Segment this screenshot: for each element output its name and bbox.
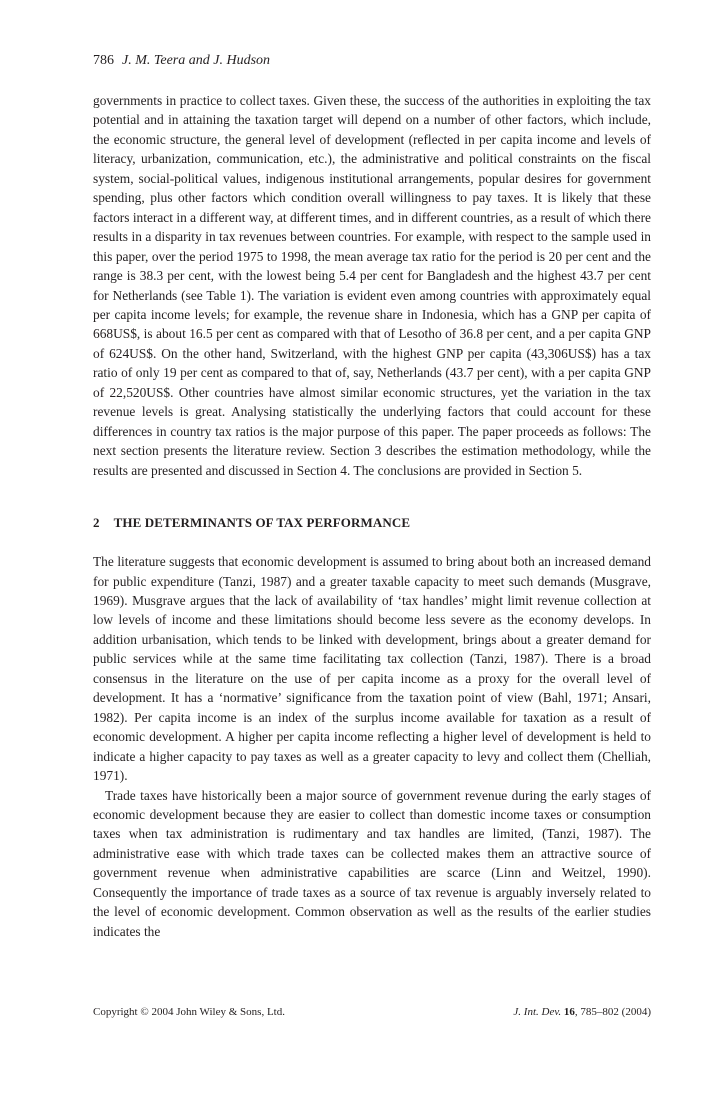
journal-name: J. Int. Dev. [513, 1006, 562, 1018]
body-paragraph-2: The literature suggests that economic development is assumed to bring about both an increased demand for public expenditure (Tanzi, 1987) and a greater taxable capacity to meet such demands (Musgrave, 1969). Musgrave argues that the lack of availability of ‘tax handles’ might limit revenue collection at low levels of income and these limitations should become less severe as the economy develops. In addition urbanisation, which tends to be linked with development, brings about a greater demand for public services while at the same time facilitating tax collection (Tanzi, 1987). There is a broad consensus in the literature on the use of per capita income as a proxy for the overall level of development. It has a ‘normative’ significance from the taxation point of view (Bahl, 1971; Ansari, 1982). Per capita income is an index of the surplus income available for taxation as a result of economic development. A higher per capita income reflecting a higher level of development is held to indicate a higher capacity to pay taxes as well as a greater capacity to levy and collect them (Chelliah, 1971). [93, 554, 651, 784]
body-paragraph-3: Trade taxes have historically been a major source of government revenue during the early stages of economic development because they are easier to collect than domestic income taxes or consumption taxes when tax administration is rudimentary and tax handles are limited, (Tanzi, 1987). The administrative ease with which trade taxes can be collected makes them an attractive source of government revenue when administrative capabilities are scarce (Linn and Weitzel, 1990). Consequently the importance of trade taxes as a source of tax revenue is arguably inversely related to the level of economic development. Common observation as well as the results of the earlier studies indicates the [93, 787, 651, 939]
journal-pages: , 785–802 (2004) [574, 1006, 651, 1018]
page-content [93, 51, 651, 941]
section-title: THE DETERMINANTS OF TAX PERFORMANCE [113, 515, 411, 531]
journal-volume: 16 [563, 1006, 575, 1018]
journal-citation [513, 1004, 651, 1020]
section-number: 2 [93, 515, 100, 531]
body-paragraph-1: governments in practice to collect taxes. Given these, the success of the authorities in exploiting the tax potential and in attaining the taxation target will depend on a number of other factors, which include, the economic structure, the general level of development (reflected in per capita income and levels of literacy, urbanization, communication, etc.), the administrative and political constraints on the fiscal system, social-political values, indigenous institutional arrangements, popular desires for government spending, plus other factors which condition overall willingness to pay taxes. It is likely that these factors interact in a different way, at different times, and in different countries, as a result of which there results in a disparity in tax revenues between countries. For example, with respect to the sample used in this paper, over the period 1975 to 1998, the mean average tax ratio for the period is 20 per cent and the range is 38.3 per cent, with the lowest being 5.4 per cent for Bangladesh and the highest 43.7 per cent for Netherlands (see Table 1). The variation is evident even among countries with approximately equal per capita income levels; for example, the revenue share in Indonesia, which has a GNP per capita of 668US$, is about 16.5 per cent as compared with that of Lesotho of 36.8 per cent, and a per capita GNP of 624US$. On the other hand, Switzerland, with the highest GNP per capita (43,306US$) has a tax ratio of only 19 per cent as compared to that of, say, Netherlands (43.7 per cent), with a per capita GNP of 22,520US$. Other countries have almost similar economic structures, yet the variation in the tax revenue levels is great. Analysing statistically the underlying factors that could account for these differences in country tax ratios is the major purpose of this paper. The paper proceeds as follows: The next section presents the literature review. Section 3 describes the estimation methodology, while the results are presented and discussed in Section 4. The conclusions are provided in Section 5. [93, 93, 651, 478]
running-header [93, 51, 651, 71]
copyright-notice: Copyright © 2004 John Wiley & Sons, Ltd. [93, 1006, 285, 1018]
page-footer [93, 1004, 651, 1020]
section-heading [93, 513, 651, 533]
page-number: 786 [93, 53, 114, 68]
running-head-authors: J. M. Teera and J. Hudson [122, 53, 271, 68]
